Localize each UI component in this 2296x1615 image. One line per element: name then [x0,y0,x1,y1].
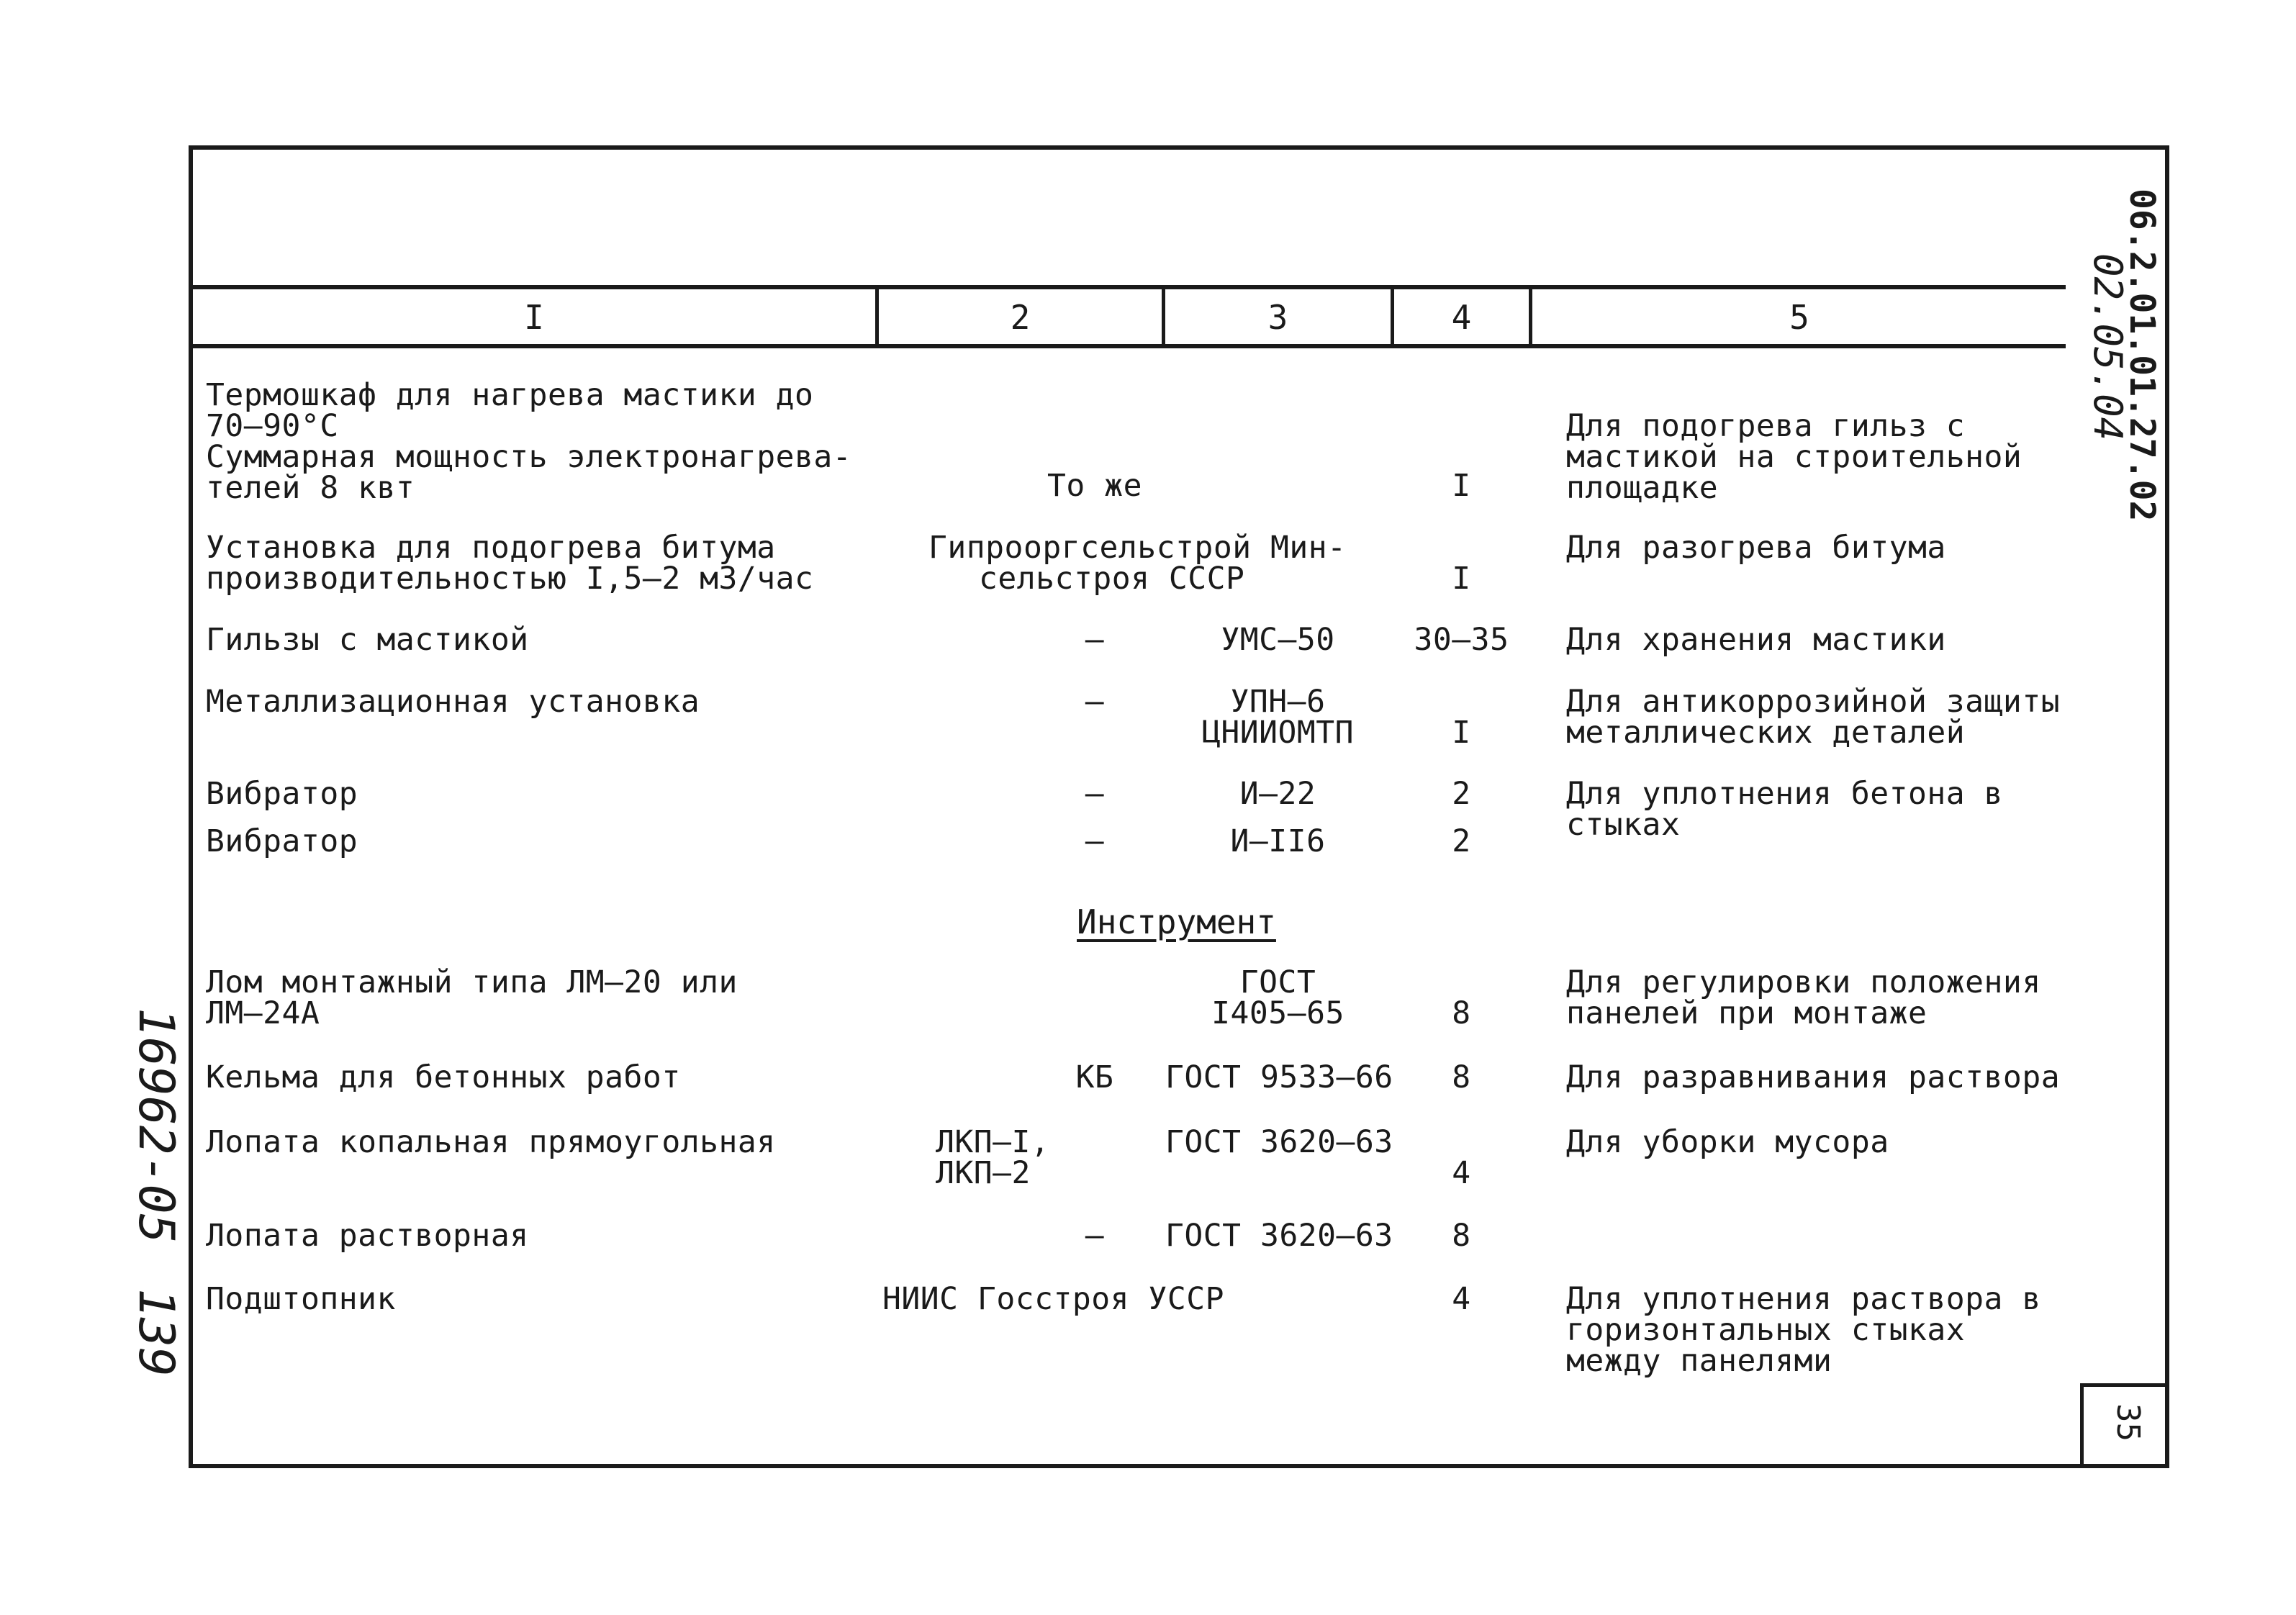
col-header-1: I [524,298,544,337]
row-8-developer-line: ЛКП–2 [936,1155,1031,1191]
row-5-developer-line: – [1085,823,1105,859]
row-5-name-line: Вибратор [206,823,358,859]
row-4-mark [1165,776,1391,812]
row-8-purpose [1566,1124,2070,1160]
row-8-name [206,1124,868,1160]
row-10-developer-line: НИИС Госстроя УССР [882,1281,1224,1317]
row-2-name-line: Гильзы с мастикой [206,622,529,658]
row-0-purpose-line: площадке [1566,470,1719,506]
row-8-name-line: Лопата копальная прямоугольная [206,1124,776,1160]
row-3-purpose-line: Для антикоррозийной защиты [1566,684,2061,720]
row-4-mark-line: И–22 [1239,776,1316,812]
header-bottom-rule [190,344,2066,348]
row-4-developer-line: – [1085,776,1105,812]
row-2-mark [1165,622,1391,658]
row-3-mark [1165,684,1391,751]
row-6-name-line: ЛМ–24А [206,995,320,1031]
row-2-name [206,622,868,658]
row-0-developer-line: То же [1047,468,1142,504]
row-3-mark-line: УПН–6 [1230,684,1326,720]
row-0-purpose-line: мастикой на строительной [1566,439,2022,475]
row-6-purpose-line: Для регулировки положения [1566,964,2041,1000]
row-2-purpose-line: Для хранения мастики [1566,622,1946,658]
row-4-qty: 2 [1452,776,1471,812]
row-0-name-line: Суммарная мощность электронагрева- [206,439,852,475]
row-9-developer-line: – [1085,1218,1105,1254]
row-8-mark-line: ГОСТ 3620–63 [1165,1124,1393,1160]
row-6-mark-line: I405–65 [1211,995,1344,1031]
sheet-number: 139 [127,1288,184,1377]
row-8-qty: 4 [1452,1155,1471,1191]
row-1-purpose [1566,530,2070,566]
row-10-purpose [1566,1281,2070,1379]
row-0-name-line: телей 8 квт [206,470,415,506]
row-3-developer-line: – [1085,684,1105,720]
row-0-name [206,377,868,506]
row-10-name-line: Подштопник [206,1281,396,1317]
row-1-developer-line: сельстроя СССР [979,561,1245,597]
row-9-name [206,1218,868,1254]
row-4-name-line: Вибратор [206,776,358,812]
row-9-mark-line: ГОСТ 3620–63 [1165,1218,1393,1254]
row-8-purpose-line: Для уборки мусора [1566,1124,1889,1160]
col-header-2: 2 [1010,298,1031,337]
row-4-purpose [1566,776,2070,843]
row-6-name [206,964,868,1031]
row-5-mark-line: И–II6 [1230,823,1326,859]
row-7-mark [1165,1059,1393,1095]
row-0-purpose [1566,408,2070,506]
row-5-qty: 2 [1452,823,1471,859]
row-1-name-line: производительностью I,5–2 м3/час [206,561,814,597]
row-3-purpose-line: металлических деталей [1566,715,1966,751]
row-10-developer [882,1281,1285,1317]
row-2-qty: 30–35 [1414,622,1509,658]
row-10-purpose-line: между панелями [1566,1343,1832,1379]
col-header-4: 4 [1451,298,1472,337]
document-code-handwritten: 02.05.04 [2085,253,2130,441]
row-5-name [206,823,868,859]
row-6-mark [1165,964,1391,1031]
row-7-name-line: Кельма для бетонных работ [206,1059,681,1095]
row-7-purpose [1566,1059,2070,1095]
row-1-qty: I [1452,561,1471,597]
row-0-qty: I [1452,468,1471,504]
row-2-mark-line: УМС–50 [1221,622,1335,658]
row-1-developer [928,530,1389,597]
row-6-qty: 8 [1452,995,1471,1031]
row-5-mark [1165,823,1391,859]
row-0-developer [879,468,1311,504]
row-3-qty: I [1452,715,1471,751]
row-10-purpose-line: горизонтальных стыках [1566,1312,1966,1348]
col-header-3: 3 [1267,298,1288,337]
row-0-purpose-line: Для подогрева гильз с [1566,408,1966,444]
col-header-5: 5 [1789,298,1809,337]
row-7-mark-line: ГОСТ 9533–66 [1165,1059,1393,1095]
row-7-developer-line: КБ [1075,1059,1114,1095]
row-9-name-line: Лопата растворная [206,1218,529,1254]
row-1-name-line: Установка для подогрева битума [206,530,776,566]
row-10-name [206,1281,868,1317]
row-4-purpose-line: Для уплотнения бетона в [1566,776,2003,812]
row-1-name [206,530,868,597]
row-6-purpose [1566,964,2070,1031]
row-7-name [206,1059,868,1095]
row-3-name-line: Металлизационная установка [206,684,700,720]
row-7-purpose-line: Для разравнивания раствора [1566,1059,2061,1095]
row-9-mark [1165,1218,1393,1254]
row-4-purpose-line: стыках [1566,807,1681,843]
row-10-qty: 4 [1452,1281,1471,1317]
row-7-qty: 8 [1452,1059,1471,1095]
section-title-instrument: Инструмент [1077,902,1276,941]
row-1-purpose-line: Для разогрева битума [1566,530,1946,566]
row-8-mark [1165,1124,1393,1160]
row-2-developer-line: – [1085,622,1105,658]
row-10-purpose-line: Для уплотнения раствора в [1566,1281,2041,1317]
row-6-purpose-line: панелей при монтаже [1566,995,1927,1031]
row-3-purpose [1566,684,2070,751]
row-6-mark-line: ГОСТ [1239,964,1316,1000]
row-8-developer [936,1124,1080,1191]
header-top-rule [190,285,2066,289]
row-6-name-line: Лом монтажный типа ЛМ–20 или [206,964,738,1000]
row-4-name [206,776,868,812]
row-0-name-line: 70–90°С [206,408,339,444]
page-number: 35 [2110,1403,2146,1442]
row-3-mark-line: ЦНИИОМТП [1201,715,1355,751]
row-2-purpose [1566,622,2070,658]
row-0-name-line: Термошкаф для нагрева мастики до [206,377,814,413]
row-1-developer-line: Гипрооргсельстрой Мин- [928,530,1347,566]
row-3-name [206,684,868,720]
document-code: 06.2.01.01.27.02 [2122,189,2162,522]
row-9-qty: 8 [1452,1218,1471,1254]
row-8-developer-line: ЛКП–I, [936,1124,1050,1160]
archive-number: 16962-05 [127,1008,184,1244]
